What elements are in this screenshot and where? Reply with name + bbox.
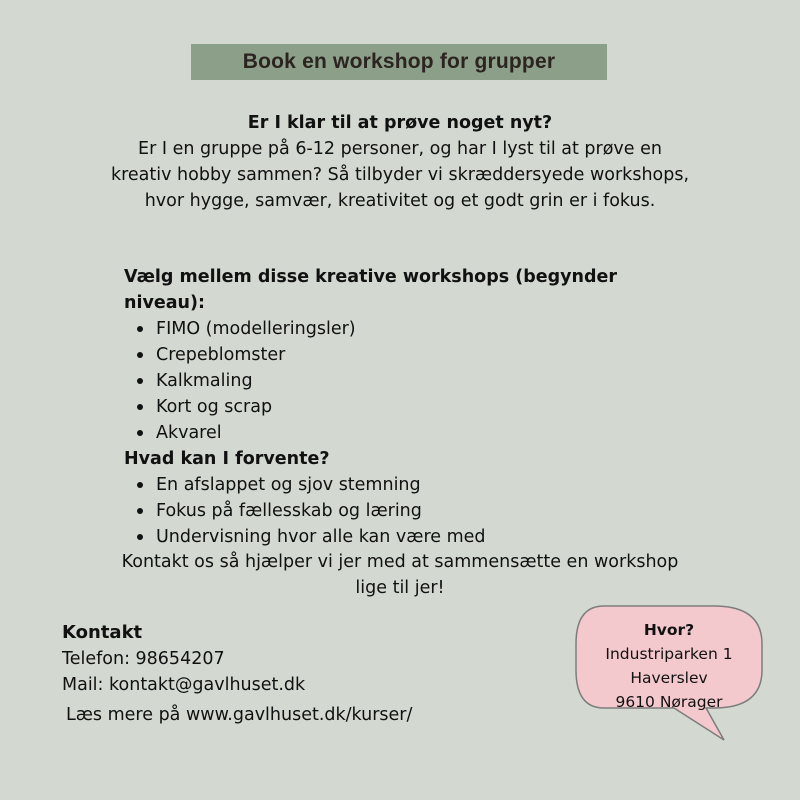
contact-section — [62, 620, 482, 728]
list-item: Crepeblomster — [124, 342, 704, 368]
contact-phone: Telefon: 98654207 — [62, 649, 225, 669]
call-to-action: Kontakt os så hjælper vi jer med at sammensætte en workshop lige til jer! — [121, 552, 679, 598]
list-item: Undervisning hvor alle kan være med — [124, 524, 704, 550]
contact-heading: Kontakt — [62, 622, 143, 643]
expect-list — [124, 472, 704, 550]
location-heading: Hvor? — [643, 621, 695, 639]
list-item: Fokus på fællesskab og læring — [124, 498, 704, 524]
title-banner — [191, 44, 607, 80]
intro-body: Er I en gruppe på 6-12 personer, og har I lyst til at prøve en kreativ hobby sammen? Så tilbyder vi skræddersyede workshops, hvor hygge, samvær, kreativitet og et godt grin er i fokus. — [110, 139, 690, 211]
page-title: Book en workshop for grupper — [242, 50, 556, 73]
workshops-heading: Vælg mellem disse kreative workshops (begynder niveau): — [124, 267, 618, 313]
list-item: FIMO (modelleringsler) — [124, 316, 704, 342]
location-area: Haverslev — [630, 669, 708, 687]
list-item: Kalkmaling — [124, 368, 704, 394]
list-item: Akvarel — [124, 420, 704, 446]
intro-question: Er I klar til at prøve noget nyt? — [247, 113, 553, 133]
location-text — [574, 618, 764, 714]
workshop-lists — [124, 264, 704, 550]
location-street: Industriparken 1 — [605, 645, 733, 663]
list-item: En afslappet og sjov stemning — [124, 472, 704, 498]
expect-heading: Hvad kan I forvente? — [124, 449, 330, 469]
location-bubble — [574, 604, 764, 746]
location-city: 9610 Nørager — [615, 693, 723, 711]
read-more-link: Læs mere på www.gavlhuset.dk/kurser/ — [66, 705, 413, 725]
list-item: Kort og scrap — [124, 394, 704, 420]
contact-mail: Mail: kontakt@gavlhuset.dk — [62, 675, 306, 695]
workshops-list — [124, 316, 704, 446]
intro-section — [110, 110, 690, 214]
